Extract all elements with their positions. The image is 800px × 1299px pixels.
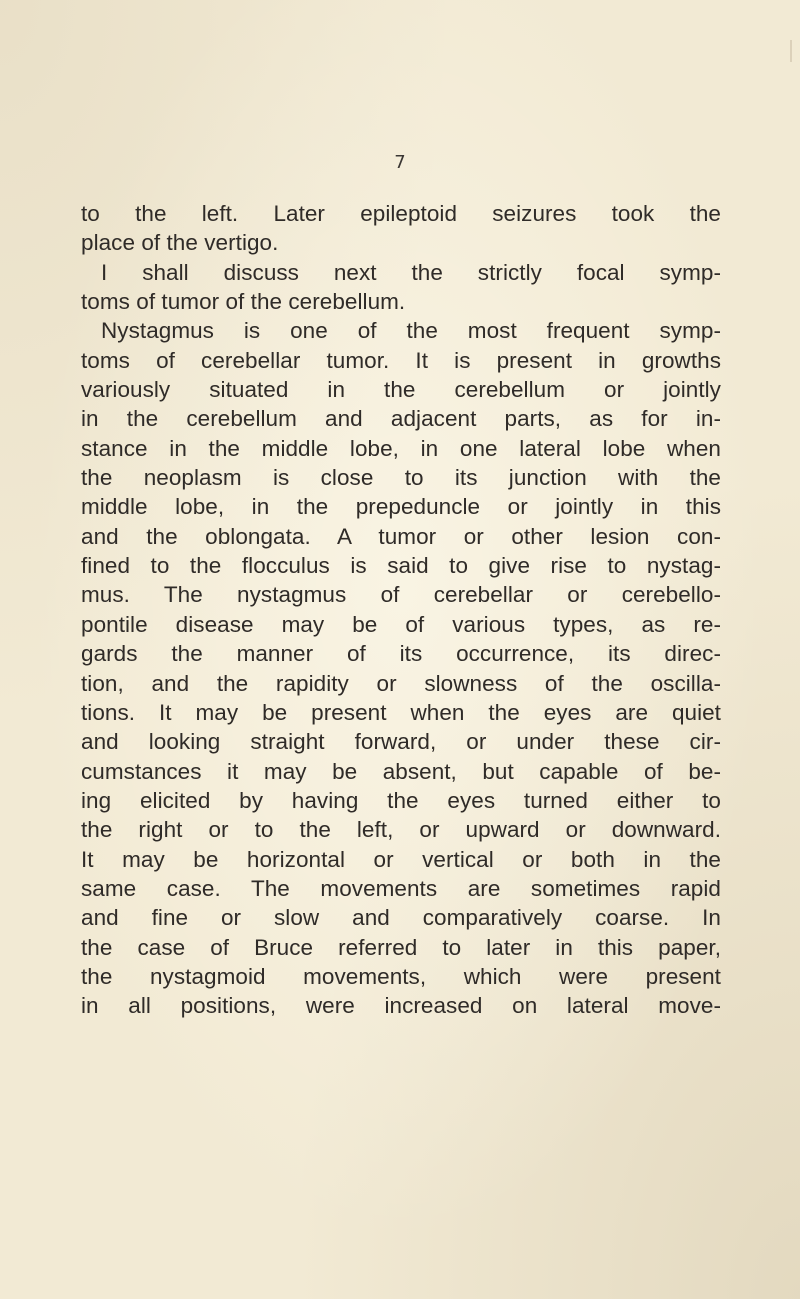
text-line: stance in the middle lobe, in one lateral lobe when [81,435,721,461]
text-line: fined to the flocculus is said to give rise to nystag- [81,553,721,579]
text-line: pontile disease may be of various types, as re- [81,611,721,637]
text-line: the case of Bruce referred to later in this paper, [81,934,721,960]
text-line: middle lobe, in the prepeduncle or jointly in this [81,494,721,520]
text-line: tion, and the rapidity or slowness of the oscilla- [81,670,721,696]
text-line: toms of tumor of the cerebellum. [81,289,406,315]
text-line: and fine or slow and comparatively coarse. In [81,905,721,931]
text-line: same case. The movements are sometimes rapid [81,875,721,901]
text-line: the right or to the left, or upward or downward. [81,817,721,843]
text-line: the neoplasm is close to its junction with the [81,465,721,491]
text-line: tions. It may be present when the eyes are quiet [81,699,721,725]
page-edge-mark [790,40,792,62]
text-line: I shall discuss next the strictly focal symp- [101,259,721,285]
text-line: place of the vertigo. [81,230,279,256]
text-line: cumstances it may be absent, but capable of be- [81,758,721,784]
text-line: and the oblongata. A tumor or other lesion con- [81,523,721,549]
text-line: mus. The nystagmus of cerebellar or cerebello- [81,582,721,608]
text-line: to the left. Later epileptoid seizures took the [81,201,721,226]
text-line: gards the manner of its occurrence, its direc- [81,641,721,667]
text-line: and looking straight forward, or under these cir- [81,729,721,755]
page-number: 7 [394,152,406,173]
text-line: ing elicited by having the eyes turned either to [81,787,721,813]
text-line: toms of cerebellar tumor. It is present in growths [81,347,721,373]
body-text [81,199,721,1021]
text-line: variously situated in the cerebellum or jointly [81,377,721,403]
text-line: in all positions, were increased on lateral move- [81,993,721,1019]
text-line: the nystagmoid movements, which were present [81,963,721,989]
text-line: Nystagmus is one of the most frequent symp- [101,318,721,344]
text-line: in the cerebellum and adjacent parts, as for in- [81,406,721,432]
text-line: It may be horizontal or vertical or both in the [81,846,721,872]
